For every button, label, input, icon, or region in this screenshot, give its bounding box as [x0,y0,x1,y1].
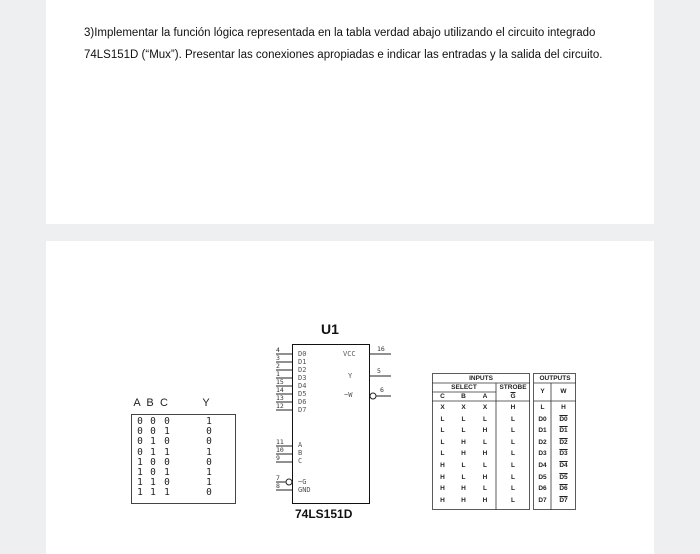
pin-num-d1: 3 [276,354,280,362]
ft-cell-r8-c0: H [440,496,445,504]
ft-cell-r2-c1: L [461,427,466,435]
tt-b-3: 1 [150,446,156,458]
label-vcc: VCC [343,350,356,358]
tt-a-4: 1 [137,456,143,468]
pin-num-w: 6 [380,386,384,394]
ft-cell-r6-c2: H [482,473,488,481]
label-gnd: GND [298,486,311,494]
pin-num-y: 5 [377,367,381,375]
pin-num-a: 11 [276,438,284,446]
tt-b-6: 1 [150,477,156,489]
ft-col-a: A [482,393,488,400]
ft-cell-r2-c0: L [440,427,445,435]
ft-cell-r4-c0: L [440,450,445,458]
pin-num-d6: 13 [276,394,284,402]
question-line-1: 3)Implementar la función lógica representada en la tabla verdad abajo utilizando el circuito integrado [84,27,596,39]
ft-cell-r0-c1: X [461,404,466,411]
tt-c-0: 0 [164,416,170,427]
tt-c-3: 1 [164,446,170,458]
label-d0: D0 [298,350,307,358]
ic-title: U1 [321,321,339,337]
ft-col-g: $\overline{G}$ [510,393,516,400]
tt-c-1: 1 [164,426,170,438]
pin-num-c: 9 [276,454,280,462]
tt-a-5: 1 [137,467,143,479]
ft-strobe-header: STROBE [499,384,527,391]
label-d6: D6 [298,398,307,406]
ft-cell-r8-c4: D7 [538,496,547,504]
ft-col-c: C [440,393,445,400]
ft-cell-r3-c5: D2 [559,438,568,446]
ft-cell-r4-c1: H [461,450,466,458]
ft-cell-r2-c3: L [511,427,515,435]
ft-cell-r5-c2: L [483,462,487,469]
ft-cell-r4-c4: D3 [538,450,547,458]
tt-a-0: 0 [137,416,143,427]
ft-cell-r6-c5: D5 [559,473,568,481]
tt-c-5: 1 [164,467,170,479]
tt-c-2: 0 [164,436,170,448]
ft-cell-r2-c5: D1 [559,427,568,435]
ft-cell-r0-c0: X [440,404,445,411]
label-d2: D2 [298,366,307,374]
ft-cell-r3-c4: D2 [538,438,547,446]
tt-y-3: 1 [206,446,212,458]
question-text [84,22,644,66]
ft-cell-r5-c3: L [511,462,515,469]
label-w: ~W [344,391,353,399]
tt-y-6: 1 [206,477,212,489]
tt-b-7: 1 [150,487,156,499]
pin-num-strobe: 7 [276,474,280,482]
tt-a-3: 0 [137,446,143,458]
label-d3: D3 [298,374,307,382]
label-strobe: ~G [298,478,307,486]
ft-cell-r1-c5: D0 [559,415,568,423]
label-d1: D1 [298,358,307,366]
pin-num-d2: 2 [276,362,280,370]
tt-y-4: 0 [206,456,212,468]
ft-cell-r7-c4: D6 [538,485,547,493]
ic-part-number: 74LS151D [295,507,353,521]
ft-cell-r5-c5: D4 [559,462,568,469]
label-a: A [298,441,303,449]
pin-num-b: 10 [276,446,284,454]
label-d5: D5 [298,390,307,398]
tt-b-0: 0 [150,416,156,427]
ft-cell-r2-c2: H [482,427,488,435]
ft-cell-r7-c0: H [440,485,445,493]
ft-cell-r6-c0: H [440,473,445,481]
ft-col-y: Y [540,388,545,395]
ft-cell-r8-c2: H [482,496,488,504]
truth-table-header-a: A [133,397,141,409]
ft-cell-r5-c4: D4 [538,462,547,469]
ft-cell-r0-c5: H [561,404,566,411]
tt-a-1: 0 [137,426,143,438]
tt-b-5: 0 [150,467,156,479]
truth-table-header-b: B [146,397,154,409]
strobe-bubble [286,479,292,485]
ft-cell-r3-c1: H [461,438,466,446]
ft-cell-r6-c3: L [511,473,515,481]
ft-cell-r7-c5: D6 [559,485,568,493]
tt-y-2: 0 [206,436,212,448]
tt-c-4: 0 [164,456,170,468]
tt-y-0: 1 [206,416,212,427]
ft-cell-r8-c5: D7 [559,496,568,504]
label-y: Y [348,372,353,380]
ft-cell-r4-c2: H [482,450,488,458]
tt-b-4: 0 [150,456,156,468]
tt-y-7: 0 [206,487,212,499]
ft-cell-r1-c2: L [483,415,487,423]
ft-col-w: W [560,388,567,395]
truth-table-header-c: C [160,397,168,409]
pin-num-d3: 1 [276,370,280,378]
ft-cell-r0-c4: L [540,404,545,411]
ft-cell-r7-c2: L [483,485,487,493]
ft-cell-r6-c1: L [461,473,466,481]
label-d4: D4 [298,382,307,390]
pin-num-vcc: 16 [377,345,385,353]
pin-num-d4: 15 [276,378,284,386]
tt-b-2: 1 [150,436,156,448]
truth-table-header-y: Y [202,397,210,409]
ft-cell-r1-c1: L [461,415,466,423]
label-c: C [298,457,303,465]
ft-cell-r1-c4: D0 [538,415,547,423]
ft-cell-r4-c3: L [511,450,515,458]
ft-cell-r8-c1: H [461,496,466,504]
ft-cell-r2-c4: D1 [538,427,547,435]
pin-num-d5: 14 [276,386,284,394]
ft-col-b: B [461,393,466,400]
pin-num-gnd: 8 [276,482,280,490]
pin-num-d0: 4 [276,346,280,354]
ft-cell-r1-c3: L [511,415,515,423]
ft-cell-r0-c3: H [510,404,516,411]
tt-b-1: 0 [150,426,156,438]
ft-cell-r1-c0: L [440,415,445,423]
ft-cell-r7-c1: H [461,485,466,493]
ft-select-header: SELECT [451,384,477,391]
function-table [432,373,576,510]
tt-y-1: 0 [206,426,212,438]
question-card [46,0,654,224]
tt-c-7: 1 [164,487,170,499]
ft-cell-r3-c2: L [483,438,487,446]
ft-inputs-header: INPUTS [469,375,493,382]
tt-c-6: 0 [164,477,170,489]
tt-a-6: 1 [137,477,143,489]
ft-cell-r4-c5: D3 [559,450,568,458]
label-d7: D7 [298,406,307,414]
label-b: B [298,449,303,457]
tt-y-5: 1 [206,467,212,479]
ft-outputs-header: OUTPUTS [539,375,571,382]
w-bubble [370,393,376,399]
ft-cell-r3-c0: L [440,438,445,446]
ft-cell-r5-c1: L [461,462,466,469]
ft-cell-r3-c3: L [511,438,515,446]
ft-cell-r6-c4: D5 [538,473,547,481]
figure-card [46,241,654,554]
tt-a-2: 0 [137,436,143,448]
question-line-2: 74LS151D (“Mux”). Presentar las conexiones apropiadas e indicar las entradas y la salida del circuito. [84,49,603,61]
ft-cell-r0-c2: X [482,404,488,411]
tt-a-7: 1 [137,487,143,499]
ft-cell-r5-c0: H [440,462,445,469]
pin-num-d7: 12 [276,402,284,410]
ft-cell-r8-c3: L [511,496,515,504]
ft-cell-r7-c3: L [511,485,515,493]
